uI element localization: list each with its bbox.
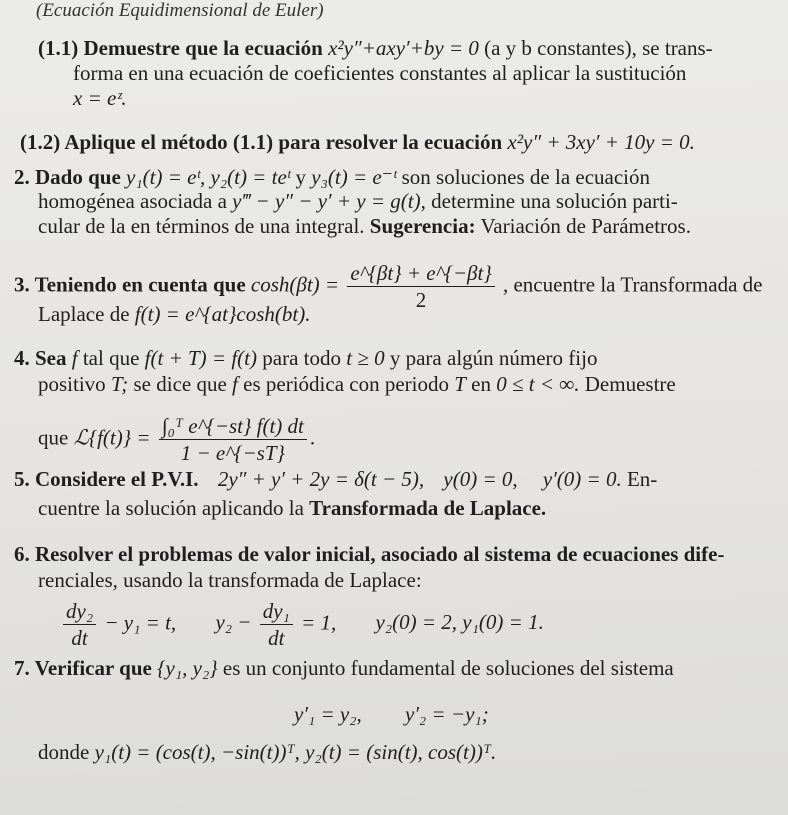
problem-3-line-2 (38, 302, 310, 326)
problem-1-1-line-1 (38, 36, 713, 60)
section-header: (Ecuación Equidimensional de Euler) (36, 0, 324, 21)
problem-6-text-2: renciales, usando la transformada de Laplace: (38, 568, 422, 592)
problem-7-line-2 (38, 740, 496, 764)
problem-1-1-line-3 (73, 86, 127, 110)
hint-label: Sugerencia: (369, 214, 476, 238)
problem-5-text-3: cuentre la solución aplicando la (38, 496, 304, 520)
problem-4-line-2 (38, 372, 676, 396)
laplace-lhs: ℒ{f(t)} = (73, 425, 151, 450)
solution-vectors: y₁(t) = (cos(t), −sin(t))ᵀ, y₂(t) = (sin(t), cos(t))ᵀ. (94, 740, 497, 764)
problem-5-line-1 (14, 467, 657, 491)
derivative-y2 (63, 598, 96, 651)
problem-2-line-3 (38, 214, 691, 238)
t-condition: t ≥ 0 (346, 346, 385, 370)
substitution: x = eᶻ. (73, 86, 127, 110)
problem-3-text-2: , encuentre la Transformada de (502, 272, 763, 297)
euler-equation: x²y″+axy′+by = 0 (328, 36, 479, 60)
laplace-transform-bold: Transformada de Laplace. (309, 496, 547, 520)
problem-2-line-1 (14, 165, 650, 189)
ivp-equation: 2y″ + y′ + 2y = δ(t − 5), (217, 467, 425, 491)
symbol-f-2: f (232, 372, 238, 396)
function-f: f(t) = e^{at}cosh(bt). (134, 302, 311, 326)
problem-1-1-constants: (a y b constantes), se trans- (484, 36, 713, 60)
problem-4-text-8: en (471, 372, 491, 396)
problem-4-text-4: y para algún número fijo (389, 346, 598, 370)
problem-2-text-2: son soluciones de la ecuación (401, 165, 651, 189)
problem-4-text-5: positivo (38, 372, 106, 396)
problem-2-text-3: homogénea asociada a (38, 189, 227, 213)
problem-6-line-1 (14, 542, 724, 566)
hint-text: Variación de Parámetros. (480, 214, 691, 238)
problem-4-line-1 (14, 346, 597, 370)
problem-6-system (60, 598, 544, 651)
problem-2-text: 2. Dado que (14, 165, 121, 189)
derivative-y1 (260, 598, 293, 651)
problem-4-line-3: que ℒ{f(t)} = $\frac{\text{∫₀ᵀ e\textasciicircum{}\{−st\} f(t) dt}}{1 - e\^{}\{-sT\}}$ . (38, 414, 316, 465)
problem-4-text-2: tal que (82, 346, 140, 370)
problem-1-2-equation: x²y″ + 3xy′ + 10y = 0. (507, 130, 695, 154)
homogeneous-equation: y‴ − y″ − y′ + y = g(t), (232, 189, 426, 213)
derivative-y2-denominator: dt (71, 626, 88, 650)
problem-4-text-10: que (38, 425, 69, 450)
problem-3-text: 3. Teniendo en cuenta que (14, 272, 246, 297)
problem-5-text-2: En- (626, 467, 658, 491)
solution-y3: y₃(t) = e⁻ᵗ (311, 165, 397, 189)
problem-7-text: 7. Verificar que (14, 656, 152, 680)
cosh-fraction (347, 260, 494, 313)
problem-6-line-2 (38, 568, 422, 592)
system-initial-conditions: y₂(0) = 2, y₁(0) = 1. (375, 610, 544, 635)
problem-1-1-line-2 (73, 61, 686, 85)
problem-1-1-text: (1.1) Demuestre que la ecuación (38, 36, 323, 60)
problem-7-text-2: es un conjunto fundamental de soluciones del sistema (222, 656, 674, 680)
initial-condition-1: y(0) = 0, (443, 467, 518, 491)
problem-1-1-text-2: forma en una ecuación de coeficientes constantes al aplicar la sustitución (73, 61, 687, 85)
solution-set: {y₁, y₂} (157, 656, 218, 680)
system-7-equation-2: y′₂ = −y₁; (405, 702, 489, 726)
system-equation-1: − y₁ = t, (104, 610, 177, 635)
problem-4-text-7: es periódica con periodo (243, 372, 449, 396)
system-equation-2-lhs: y₂ − (215, 610, 252, 635)
problem-5-line-2 (38, 496, 546, 520)
system-equation-2-rhs: = 1, (301, 610, 337, 635)
problem-2-text-5: cular de la en términos de una integral. (38, 214, 365, 238)
solutions-y1-y2: y₁(t) = eᵗ, y₂(t) = teᵗ (126, 165, 291, 189)
problem-6-text: 6. Resolver el problemas de valor inicial, asociado al sistema de ecuaciones dife- (14, 542, 725, 566)
problem-5-text: 5. Considere el P.V.I. (14, 467, 199, 491)
problem-2-line-2 (38, 189, 678, 213)
problem-4-text-6: se dice que (133, 372, 227, 396)
problem-7-system (294, 702, 489, 726)
problem-2-text-4: determine una solución parti- (431, 189, 678, 213)
symbol-T-2: T (454, 372, 466, 396)
problem-4-text-3: para todo (262, 346, 341, 370)
problem-1-2-line (20, 130, 695, 154)
cosh-denominator: 2 (415, 288, 427, 312)
problem-7-line-1 (14, 656, 674, 680)
symbol-T: T; (110, 372, 129, 396)
cosh-definition: cosh(βt) = (250, 272, 340, 297)
problem-4-text-9: Demuestre (584, 372, 676, 396)
laplace-periodic-fraction (159, 413, 307, 466)
problem-7-text-3: donde (38, 740, 90, 764)
problem-1-2-text: (1.2) Aplique el método (1.1) para resolver la ecuación (20, 130, 503, 154)
periodicity-equation: f(t + T) = f(t) (144, 346, 257, 370)
cosh-numerator: e^{βt} + e^{−βt} (347, 260, 494, 287)
conjunction: y (295, 165, 307, 189)
symbol-f: f (71, 346, 78, 370)
derivative-y1-denominator: dt (268, 626, 285, 650)
problem-4-text: 4. Sea (14, 346, 67, 370)
t-range: 0 ≤ t < ∞. (496, 372, 580, 396)
problem-3-text-3: Laplace de (38, 302, 130, 326)
system-7-equation-1: y′₁ = y₂, (294, 702, 362, 726)
initial-condition-2: y′(0) = 0. (542, 467, 622, 491)
laplace-denominator: 1 − e^{−sT} (180, 441, 285, 465)
derivative-y1-numerator: dy₁ (260, 598, 293, 625)
laplace-numerator: ∫₀ᵀ e^{−st} f(t) dt (159, 413, 307, 440)
derivative-y2-numerator: dy₂ (63, 598, 96, 625)
